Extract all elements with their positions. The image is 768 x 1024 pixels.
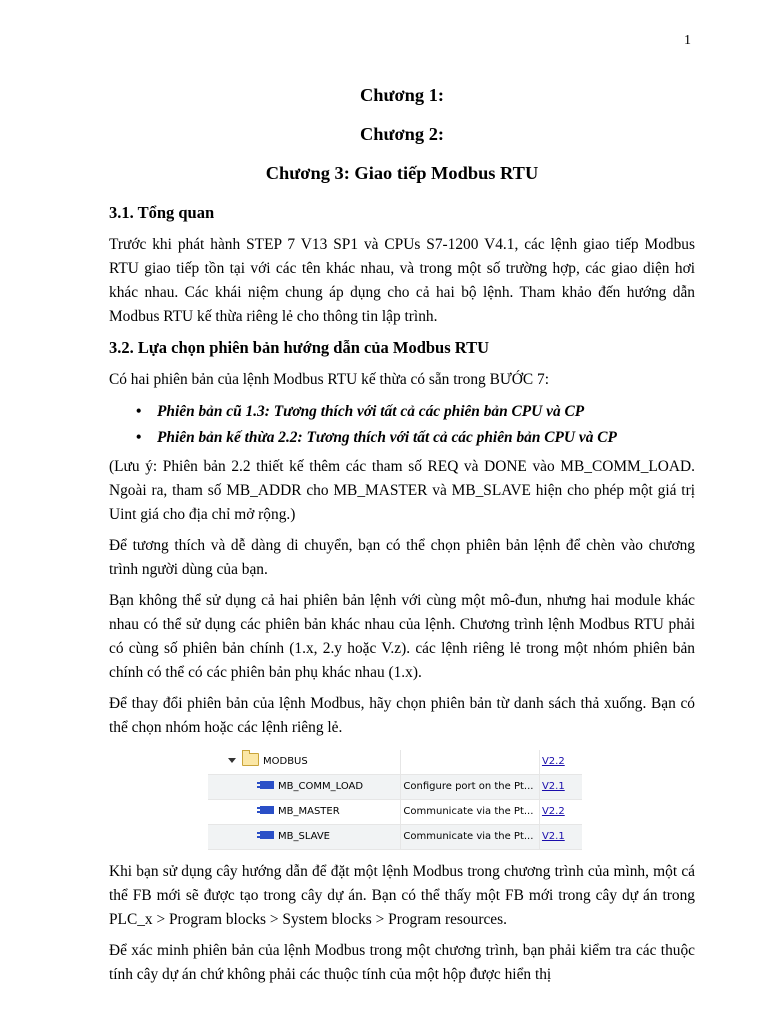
- version-item-legacy-2-2: • Phiên bản kế thừa 2.2: Tương thích với tất cả các phiên bản CPU và CP: [157, 425, 695, 451]
- version-dropdown-link[interactable]: V2.1: [541, 831, 565, 842]
- versions-intro: Có hai phiên bản của lệnh Modbus RTU kế thừa có sẵn trong BƯỚC 7:: [109, 371, 549, 388]
- tree-row-name: MB_SLAVE: [278, 831, 330, 842]
- tree-row-mb-comm-load[interactable]: [208, 775, 582, 800]
- tree-row-name: MB_COMM_LOAD: [278, 781, 364, 792]
- tree-row-name: MODBUS: [263, 756, 308, 767]
- folder-icon: [242, 753, 259, 766]
- expand-triangle-icon[interactable]: [228, 758, 236, 763]
- chapter-3-title: Chương 3: Giao tiếp Modbus RTU: [265, 163, 539, 183]
- note-paragraph: (Lưu ý: Phiên bản 2.2 thiết kế thêm các tham số REQ và DONE vào MB_COMM_LOAD. Ngoài ra, tham số MB_ADDR cho MB_MASTER và MB_SLAVE hiện cho phép một giá trị Uint giá cho địa chỉ mở rộng.): [109, 458, 695, 523]
- function-block-icon: [260, 806, 274, 814]
- page-number: 1: [684, 33, 691, 48]
- compat-paragraph: Để tương thích và dễ dàng di chuyển, bạn có thể chọn phiên bản lệnh để chèn vào chương trình người dùng của bạn.: [109, 537, 695, 578]
- function-block-icon: [260, 781, 274, 789]
- version-item-legacy-1-3: • Phiên bản cũ 1.3: Tương thích với tất cả các phiên bản CPU và CP: [157, 399, 695, 425]
- function-block-icon: [260, 831, 274, 839]
- tree-row-description: Communicate via the Pt...: [401, 800, 540, 825]
- tree-row-modbus-group[interactable]: [208, 750, 582, 775]
- version-list: [109, 399, 695, 451]
- module-paragraph: Bạn không thể sử dụng cả hai phiên bản lệnh với cùng một mô-đun, nhưng hai module khác nhau có thể sử dụng các phiên bản khác nhau của lệnh. Chương trình lệnh Modbus RTU phải có cùng số phiên bản chính (1.x, 2.y hoặc V.z). các lệnh riêng lẻ trong một nhóm phiên bản chính có thể có các phiên bản phụ khác nhau (1.x).: [109, 592, 695, 681]
- tree-row-mb-master[interactable]: [208, 800, 582, 825]
- tree-row-description: Communicate via the Pt...: [401, 825, 540, 850]
- section-3-1-heading: 3.1. Tổng quan: [109, 203, 215, 222]
- tree-row-description: [401, 750, 540, 775]
- tree-paragraph: Khi bạn sử dụng cây hướng dẫn để đặt một lệnh Modbus trong chương trình của mình, một cá thể FB mới sẽ được tạo trong cây dự án. Bạn có thể thấy một FB mới trong cây dự án trong PLC_x > Program blocks > System blocks > Program resources.: [109, 863, 695, 928]
- verify-paragraph: Để xác minh phiên bản của lệnh Modbus trong một chương trình, bạn phải kiểm tra các thuộc tính cây dự án chứ không phải các thuộc tính của một hộp được hiển thị: [109, 942, 695, 983]
- version-dropdown-link[interactable]: V2.2: [541, 806, 565, 817]
- section-3-2-heading: 3.2. Lựa chọn phiên bản hướng dẫn của Modbus RTU: [109, 338, 490, 357]
- modbus-instruction-tree: [208, 750, 582, 850]
- version-dropdown-link[interactable]: V2.2: [541, 756, 565, 767]
- chapter-1-title: Chương 1:: [359, 85, 445, 105]
- version-dropdown-link[interactable]: V2.1: [541, 781, 565, 792]
- chapter-2-title: Chương 2:: [359, 124, 445, 144]
- tree-row-name: MB_MASTER: [278, 806, 340, 817]
- overview-paragraph: Trước khi phát hành STEP 7 V13 SP1 và CPUs S7-1200 V4.1, các lệnh giao tiếp Modbus RTU giao tiếp tồn tại với các tên khác nhau, và trong một số trường hợp, các giao diện hơi khác nhau. Các khái niệm chung áp dụng cho cả hai bộ lệnh. Tham khảo đến hướng dẫn Modbus RTU kế thừa riêng lẻ cho thông tin lập trình.: [109, 236, 695, 325]
- tree-row-mb-slave[interactable]: [208, 825, 582, 850]
- change-version-paragraph: Để thay đổi phiên bản của lệnh Modbus, hãy chọn phiên bản từ danh sách thả xuống. Bạn có thể chọn nhóm hoặc các lệnh riêng lẻ.: [109, 695, 695, 736]
- document-body: [109, 82, 695, 994]
- tree-row-description: Configure port on the Pt...: [401, 775, 540, 800]
